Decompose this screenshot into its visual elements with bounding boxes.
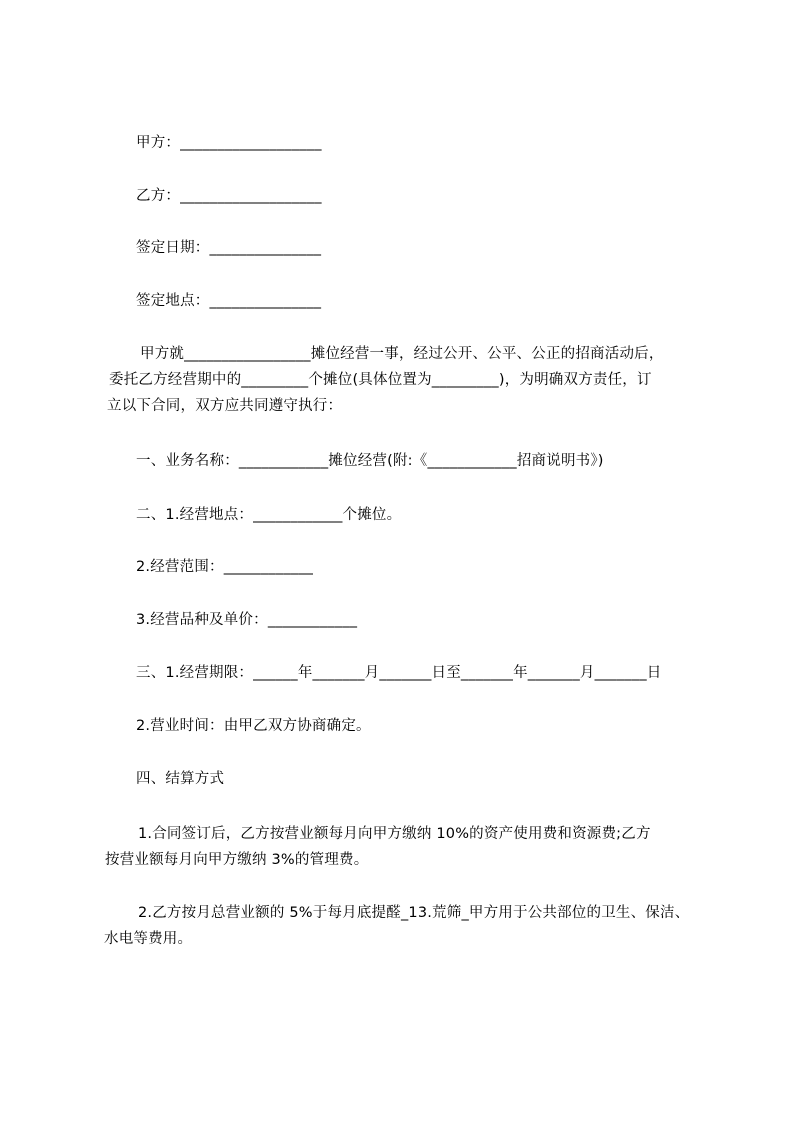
intro-line-3: 立以下合同，双方应共同遵守执行： bbox=[107, 398, 343, 414]
sign-date-field: 签定日期：_______________ bbox=[136, 240, 322, 256]
section-3-hours: 2.营业时间：由甲乙双方协商确定。 bbox=[136, 718, 371, 734]
party-a-field: 甲方：___________________ bbox=[136, 135, 322, 151]
item-2-line-2: 水电等费用。 bbox=[104, 931, 193, 947]
section-2-items-price: 3.经营品种及单价：____________ bbox=[136, 612, 358, 628]
section-4-heading: 四、结算方式 bbox=[136, 771, 225, 787]
section-2-scope: 2.经营范围：____________ bbox=[136, 559, 314, 575]
section-3-term: 三、1.经营期限：______年_______月_______日至_______年_______月_______日 bbox=[136, 665, 662, 681]
section-1-business-name: 一、业务名称：____________摊位经营(附:《____________招商说明书》) bbox=[136, 453, 604, 469]
intro-line-2: 委托乙方经营期中的_________个摊位(具体位置为_________)，为明确双方责任，订 bbox=[109, 372, 652, 388]
section-2-location: 二、1.经营地点：____________个摊位。 bbox=[136, 507, 402, 523]
item-2-line-1: 2.乙方按月总营业额的 5%于每月底提醛_13.荒筛_甲方用于公共部位的卫生、保洁、 bbox=[138, 905, 690, 921]
party-b-field: 乙方：___________________ bbox=[136, 188, 322, 204]
sign-place-field: 签定地点：_______________ bbox=[136, 293, 322, 309]
item-1-line-2: 按营业额每月向甲方缴纳 3%的管理费。 bbox=[105, 852, 369, 868]
intro-line-1: 甲方就_________________摊位经营一事，经过公开、公平、公正的招商活动后， bbox=[140, 346, 664, 362]
item-1-line-1: 1.合同签订后，乙方按营业额每月向甲方缴纳 10%的资产使用费和资源费;乙方 bbox=[138, 826, 651, 842]
